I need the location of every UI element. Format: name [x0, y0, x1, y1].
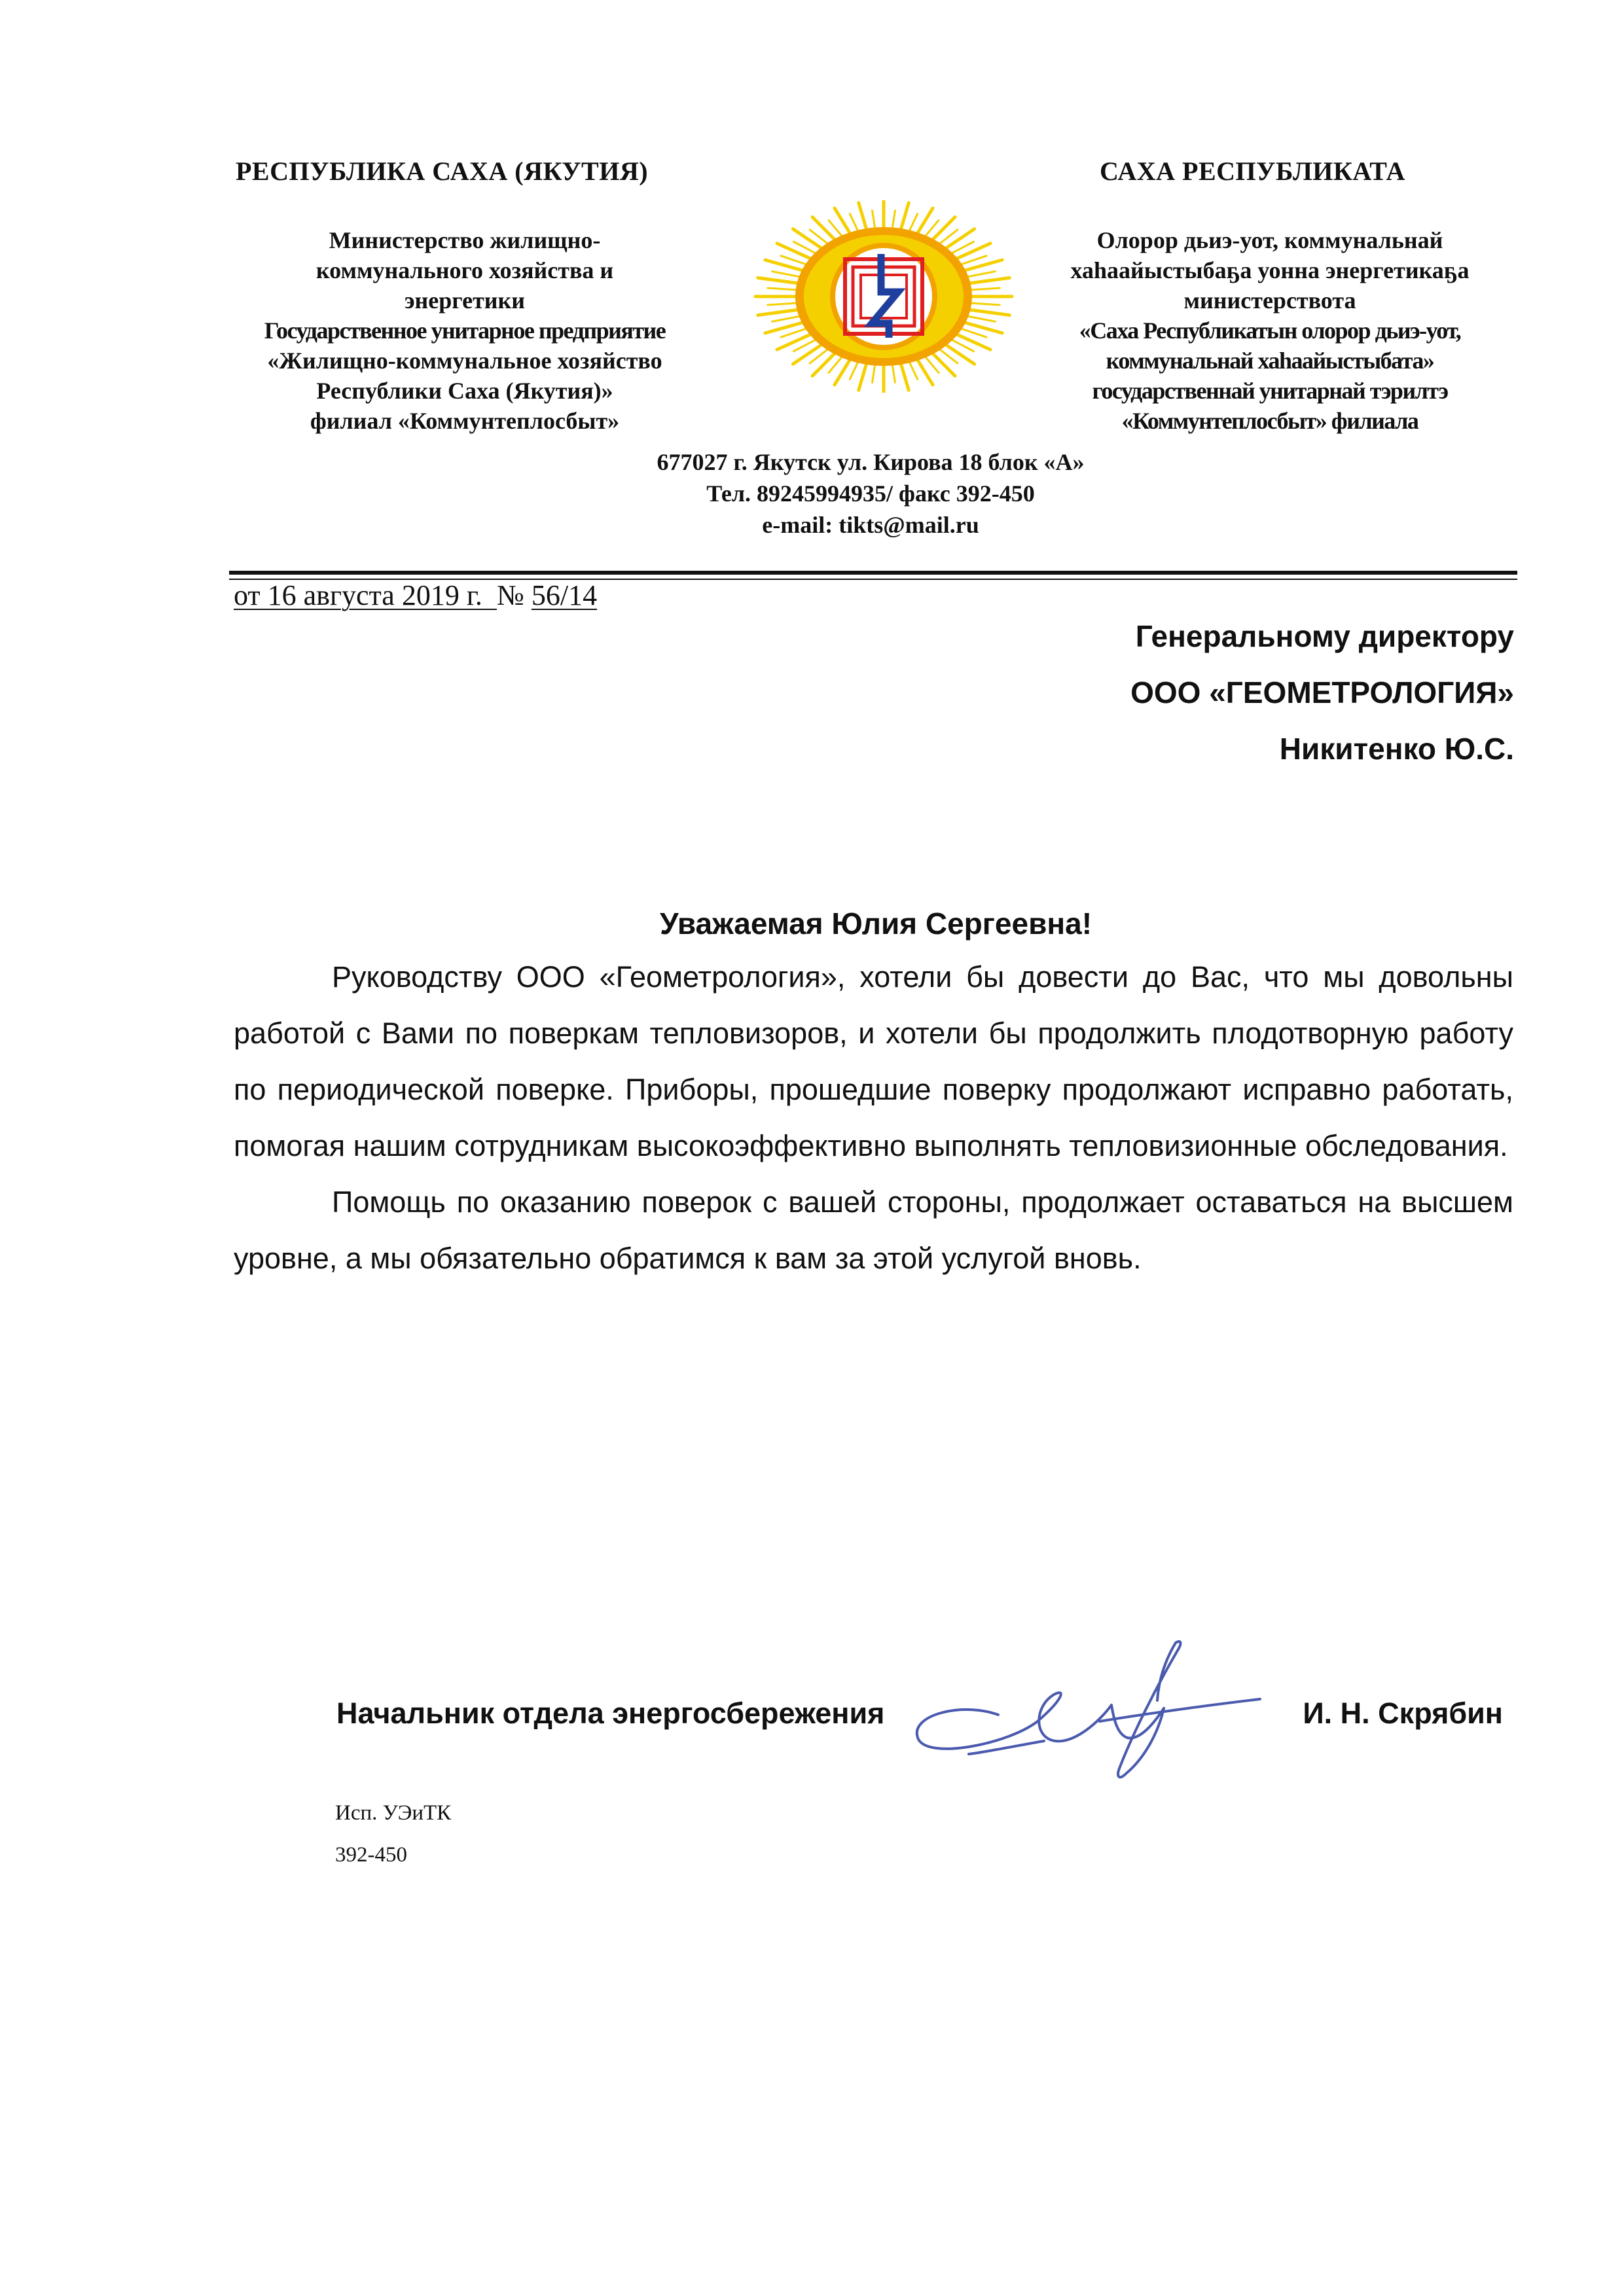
signer-name: И. Н. Скрябин: [1303, 1696, 1503, 1730]
header-right-line: государственнай унитарнай тэрилтэ: [1092, 378, 1448, 404]
header-right-line: «Коммунтеплосбыт» филиала: [1121, 408, 1418, 434]
letter-number: 56/14: [531, 579, 598, 611]
header-right-line: коммунальнай хаhаайыстыбата»: [1106, 348, 1434, 374]
header-right-line: Олорор дьиэ-уот, коммунальнай: [1096, 227, 1443, 253]
letter-body: [234, 949, 1513, 1287]
salutation: Уважаемая Юлия Сергеевна!: [659, 906, 1092, 941]
header-left-line: коммунального хозяйства и: [316, 257, 614, 283]
header-left-block: [229, 225, 700, 436]
email-line: e-mail: tikts@mail.ru: [762, 512, 979, 538]
header-left-line: Министерство жилищно-: [329, 227, 601, 253]
header-right-block: [1034, 225, 1506, 436]
address-block: [0, 446, 1624, 541]
addressee-position: Генеральному директору: [1135, 619, 1514, 653]
header-left-line: энергетики: [404, 287, 526, 314]
letter-date: от 16 августа 2019 г.: [234, 579, 497, 611]
sun-emblem-icon: [753, 200, 1015, 393]
header-right-title: САХА РЕСПУБЛИКАТА: [1100, 156, 1405, 186]
header-right-line: хаhаайыстыбаҕа уонна энергетикаҕа: [1070, 257, 1470, 283]
signer-position: Начальник отдела энергосбережения: [336, 1696, 885, 1730]
footer-phone: 392-450: [335, 1843, 407, 1867]
footer-executor: Исп. УЭиТК: [335, 1801, 452, 1825]
header-right-line: министерствота: [1183, 287, 1356, 314]
date-number-line: [234, 579, 597, 612]
addressee-company: ООО «ГЕОМЕТРОЛОГИЯ»: [1130, 675, 1514, 709]
header-left-line: филиал «Коммунтеплосбыт»: [310, 408, 620, 434]
header-left-line: Государственное унитарное предприятие: [264, 317, 666, 344]
header-left-title: РЕСПУБЛИКА САХА (ЯКУТИЯ): [236, 156, 649, 186]
letter-number-prefix: №: [496, 579, 532, 611]
header-left-line: Республики Саха (Якутия)»: [316, 378, 613, 404]
body-paragraph: Руководству ООО «Геометрология», хотели бы довести до Вас, что мы довольны работой с Вами по поверкам тепловизоров, и хотели бы продолжить плодотворную работу по периодической поверке. Приборы, прошедшие поверку продолжают исправно работать, помогая нашим сотрудникам высокоэффективно выполнять тепловизионные обследования.: [234, 960, 1513, 1162]
address-line: 677027 г. Якутск ул. Кирова 18 блок «А»: [657, 449, 1085, 475]
signature-icon: [903, 1617, 1270, 1793]
body-paragraph: Помощь по оказанию поверок с вашей стороны, продолжает оставаться на высшем уровне, а мы обязательно обратимся к вам за этой услугой вновь.: [234, 1185, 1513, 1275]
phone-line: Тел. 89245994935/ факс 392-450: [706, 480, 1035, 507]
header-right-line: «Саха Республикатын олорор дьиэ-уот,: [1079, 317, 1461, 344]
header-divider-thick: [229, 571, 1517, 575]
addressee-name: Никитенко Ю.С.: [1279, 732, 1514, 766]
header-left-line: «Жилищно-коммунальное хозяйство: [267, 348, 662, 374]
